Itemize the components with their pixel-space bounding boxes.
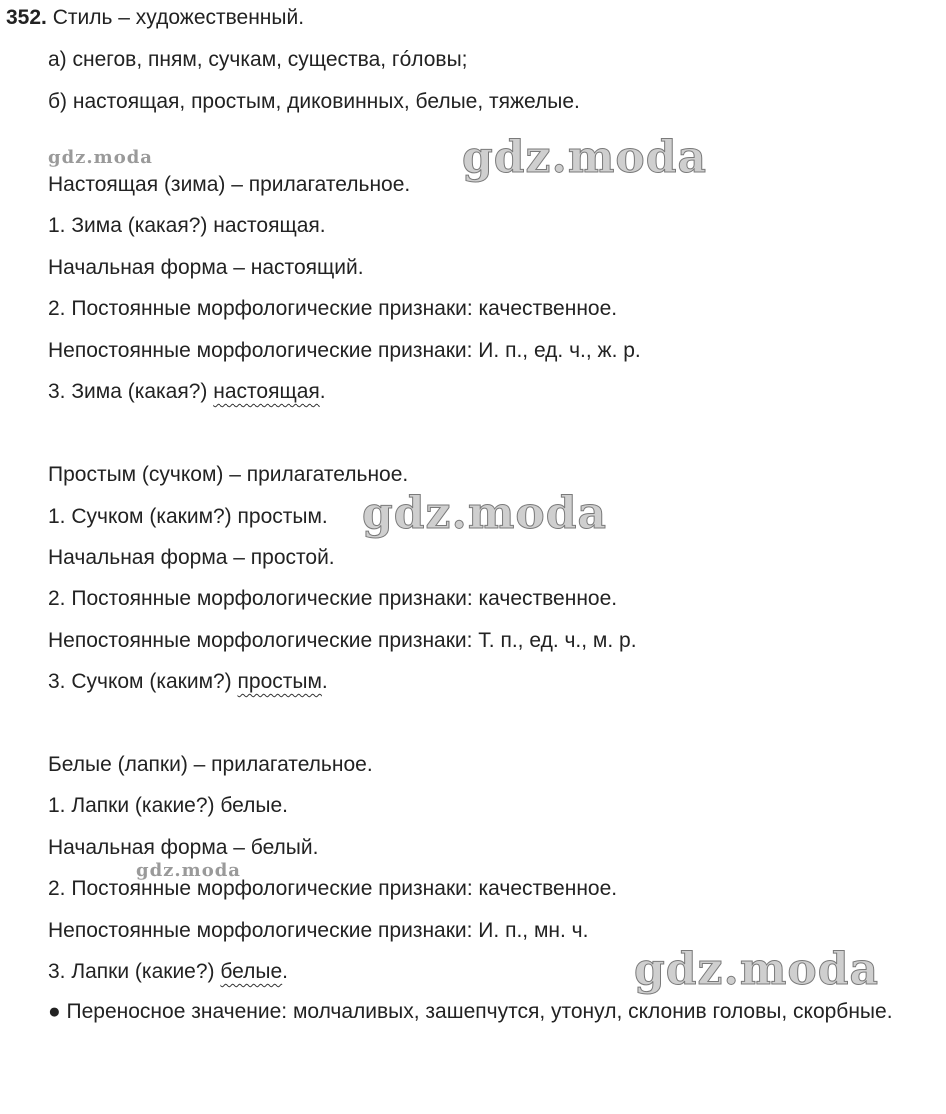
- section-1-variable-features: Непостоянные морфологические признаки: И. п., ед. ч., ж. р.: [48, 339, 641, 362]
- section-3-heading: Белые (лапки) – прилагательное.: [48, 753, 373, 776]
- section-2-variable-features: Непостоянные морфологические признаки: Т. п., ед. ч., м. р.: [48, 629, 637, 652]
- exercise-title: [6, 5, 304, 31]
- section-2-heading: Простым (сучком) – прилагательное.: [48, 463, 409, 486]
- section-2-step-3: [48, 669, 328, 695]
- section-2-step-1: 1. Сучком (каким?) простым.: [48, 505, 328, 528]
- step-3-text: 3. Лапки (какие?): [48, 960, 221, 983]
- step-3-period: .: [319, 380, 326, 403]
- figurative-meaning-paragraph: ● Переносное значение: молчаливых, зашепчутся, утонул, склонив головы, скорбные.: [48, 1000, 893, 1023]
- list-a: а) снегов, пням, сучкам, существа, гóловы;: [48, 48, 468, 71]
- wavy-underlined-word: белые: [220, 960, 283, 983]
- wavy-underlined-word: простым: [237, 670, 322, 693]
- step-3-period: .: [282, 960, 289, 983]
- section-2-initial-form: Начальная форма – простой.: [48, 546, 335, 569]
- list-b: б) настоящая, простым, диковинных, белые, тяжелые.: [48, 90, 580, 113]
- step-3-text: 3. Зима (какая?): [48, 380, 214, 403]
- section-3-constant-features: 2. Постоянные морфологические признаки: качественное.: [48, 877, 618, 900]
- watermark-large-1: gdz.moda: [462, 132, 708, 183]
- section-1-step-3: [48, 379, 326, 405]
- section-2-constant-features: 2. Постоянные морфологические признаки: качественное.: [48, 587, 618, 610]
- section-3-initial-form: Начальная форма – белый.: [48, 836, 319, 859]
- exercise-number: 352.: [6, 6, 47, 29]
- section-1-constant-features: 2. Постоянные морфологические признаки: качественное.: [48, 297, 618, 320]
- watermark-large-2: gdz.moda: [362, 488, 608, 539]
- section-3-step-3: [48, 959, 288, 985]
- watermark-large-3: gdz.moda: [634, 944, 880, 995]
- section-1-heading: Настоящая (зима) – прилагательное.: [48, 173, 411, 196]
- step-3-period: .: [321, 670, 328, 693]
- exercise-style: Стиль – художественный.: [46, 6, 305, 29]
- wavy-underlined-word: настоящая: [213, 380, 320, 403]
- section-3-variable-features: Непостоянные морфологические признаки: И. п., мн. ч.: [48, 919, 589, 942]
- section-1-step-1: 1. Зима (какая?) настоящая.: [48, 214, 326, 237]
- step-3-text: 3. Сучком (каким?): [48, 670, 238, 693]
- section-3-step-1: 1. Лапки (какие?) белые.: [48, 794, 288, 817]
- section-1-initial-form: Начальная форма – настоящий.: [48, 256, 364, 279]
- watermark-small-1: gdz.moda: [48, 147, 153, 168]
- watermark-small-2: gdz.moda: [136, 860, 241, 881]
